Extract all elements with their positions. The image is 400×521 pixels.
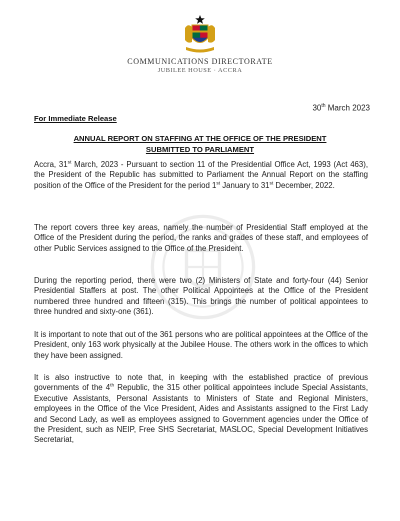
release-date: 30th March 2023 xyxy=(312,103,370,113)
paragraph-5: It is also instructive to note that, in keeping with the established practice of previous governments of the 4th Republic, the 315 other political appointees include Special Assistants, Executive Assistants, Personal Assistants to Ministers of State and Regional Ministers, employees in the Office of the Vice President, Aides and Assistants assigned to the First Lady and Second Lady, as well as employees assigned to Government agencies under the Office of the President, such as NEIP, Free SHS Secretariat, MASLOC, Special Development Initiatives Secretariat, xyxy=(34,373,368,445)
paragraph-3: During the reporting period, there were two (2) Ministers of State and forty-four (44) Senior Presidential Staffers at post. The other Political Appointees at the Office of the President numbered three hundred and fifteen (315). This brings the number of political appointees to three hundred and sixty-one (361). xyxy=(34,276,368,317)
paragraph-4: It is important to note that out of the 361 persons who are political appointees at the Office of the President, only 163 work physically at the Jubilee House. The others work in the offices to which they have been assigned. xyxy=(34,330,368,360)
ghana-coat-of-arms-icon xyxy=(182,14,218,54)
directorate-name: COMMUNICATIONS DIRECTORATE xyxy=(127,57,273,66)
paragraph-1: Accra, 31st March, 2023 - Pursuant to section 11 of the Presidential Office Act, 1993 (Act 463), the President of the Republic has submitted to Parliament the Annual Report on the staffing position of the Office of the President for the period 1st January to 31st December, 2022. xyxy=(34,160,368,190)
page-title xyxy=(30,134,370,155)
paragraph-2: The report covers three key areas, namely the number of Presidential Staff employed at the Office of the President during the period, the ranks and grades of these staff, and employees of other Public Services assigned to the Office of the President. xyxy=(34,223,368,253)
release-label: For Immediate Release xyxy=(34,114,117,123)
title-line-1: ANNUAL REPORT ON STAFFING AT THE OFFICE OF THE PRESIDENT xyxy=(73,134,327,143)
title-line-2: SUBMITTED TO PARLIAMENT xyxy=(145,144,255,154)
directorate-location: JUBILEE HOUSE · ACCRA xyxy=(157,67,243,74)
